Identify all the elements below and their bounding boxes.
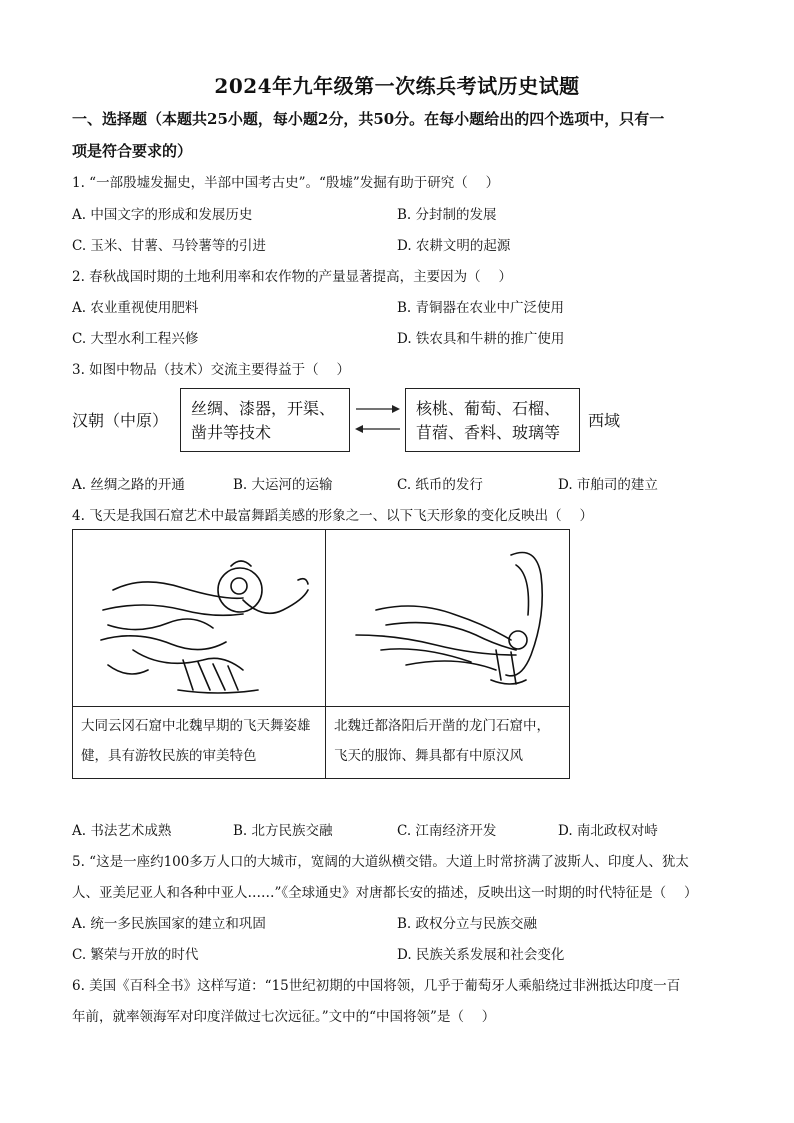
question-3-stem: 3. 如图中物品（技术）交流主要得益于（ ） [72,362,350,378]
arrow-left-icon [355,425,363,433]
longmen-caption: 北魏迁都洛阳后开凿的龙门石窟中，飞天的服饰、舞具都有中原汉风 [334,718,550,764]
diagram-left-box-line1: 丝绸、漆器，开渠、 [191,399,336,418]
arrow-right-icon [392,405,400,413]
question-3-option-c[interactable]: C. 纸币的发行 [397,477,483,493]
question-4-option-b[interactable]: B. 北方民族交融 [233,823,333,839]
question-1-stem: 1. “一部殷墟发掘史，半部中国考古史”。“殷墟”发掘有助于研究（ ） [72,175,500,191]
question-3-option-b[interactable]: B. 大运河的运输 [233,477,333,493]
diagram-left-label: 汉朝（中原） [72,411,169,430]
diagram-left-box-line2: 凿井等技术 [191,423,272,442]
question-6-stem-line1: 6. 美国《百科全书》这样写道：“15世纪初期的中国将领，几乎于葡萄牙人乘船绕过非洲抵达印度一百 [72,978,681,994]
question-4-option-c[interactable]: C. 江南经济开发 [397,823,497,839]
question-5-option-c[interactable]: C. 繁荣与开放的时代 [72,947,199,963]
question-3-option-d[interactable]: D. 市舶司的建立 [558,477,658,493]
question-4-option-d[interactable]: D. 南北政权对峙 [558,823,658,839]
diagram-left-box [180,388,350,452]
section-heading-line2: 项是符合要求的） [72,142,193,160]
question-4-option-a[interactable]: A. 书法艺术成熟 [72,823,172,839]
question-5-option-d[interactable]: D. 民族关系发展和社会变化 [397,947,565,963]
question-2-option-a[interactable]: A. 农业重视使用肥料 [72,300,199,316]
question-2-stem: 2. 春秋战国时期的土地利用率和农作物的产量显著提高，主要因为（ ） [72,269,512,285]
question-2-option-b[interactable]: B. 青铜器在农业中广泛使用 [397,300,565,316]
question-5-option-a[interactable]: A. 统一多民族国家的建立和巩固 [72,916,266,932]
question-2-option-d[interactable]: D. 铁农具和牛耕的推广使用 [397,331,565,347]
diagram-right-box-line2: 苜蓿、香料、玻璃等 [416,423,561,442]
question-3-option-a[interactable]: A. 丝绸之路的开通 [72,477,185,493]
question-1-option-d[interactable]: D. 农耕文明的起源 [397,238,511,254]
question-1-option-c[interactable]: C. 玉米、甘薯、马铃薯等的引进 [72,238,266,254]
page-title: 2024年九年级第一次练兵考试历史试题 [214,74,580,98]
diagram-right-box-line1: 核桃、葡萄、石榴、 [416,399,561,418]
question-5-stem-line2: 人、亚美尼亚人和各种中亚人……”《全球通史》对唐都长安的描述，反映出这一时期的时代特征是（ ） [72,885,698,901]
diagram-right-box [405,388,580,452]
diagram-arrows [352,398,404,438]
yungang-caption: 大同云冈石窟中北魏早期的飞天舞姿雄健，具有游牧民族的审美特色 [81,718,311,764]
question-5-option-b[interactable]: B. 政权分立与民族交融 [397,916,538,932]
question-1-option-a[interactable]: A. 中国文字的形成和发展历史 [72,207,253,223]
section-heading-line1: 一、选择题（本题共25小题，每小题2分，共50分。在每小题给出的四个选项中，只有一 [72,110,665,128]
yungang-apsara-illustration [73,530,325,706]
flying-apsara-table [72,529,570,779]
question-5-stem-line1: 5. “这是一座约100多万人口的大城市，宽阔的大道纵横交错。大道上时常挤满了波斯人、印度人、犹太 [72,854,689,870]
question-2-option-c[interactable]: C. 大型水利工程兴修 [72,331,199,347]
question-1-option-b[interactable]: B. 分封制的发展 [397,207,497,223]
question-4-stem: 4. 飞天是我国石窟艺术中最富舞蹈美感的形象之一、以下飞天形象的变化反映出（ ） [72,508,593,524]
diagram-right-label: 西域 [588,411,621,430]
question-6-stem-line2: 年前，就率领海军对印度洋做过七次远征。”文中的“中国将领”是（ ） [72,1009,496,1025]
longmen-apsara-illustration [326,530,569,706]
